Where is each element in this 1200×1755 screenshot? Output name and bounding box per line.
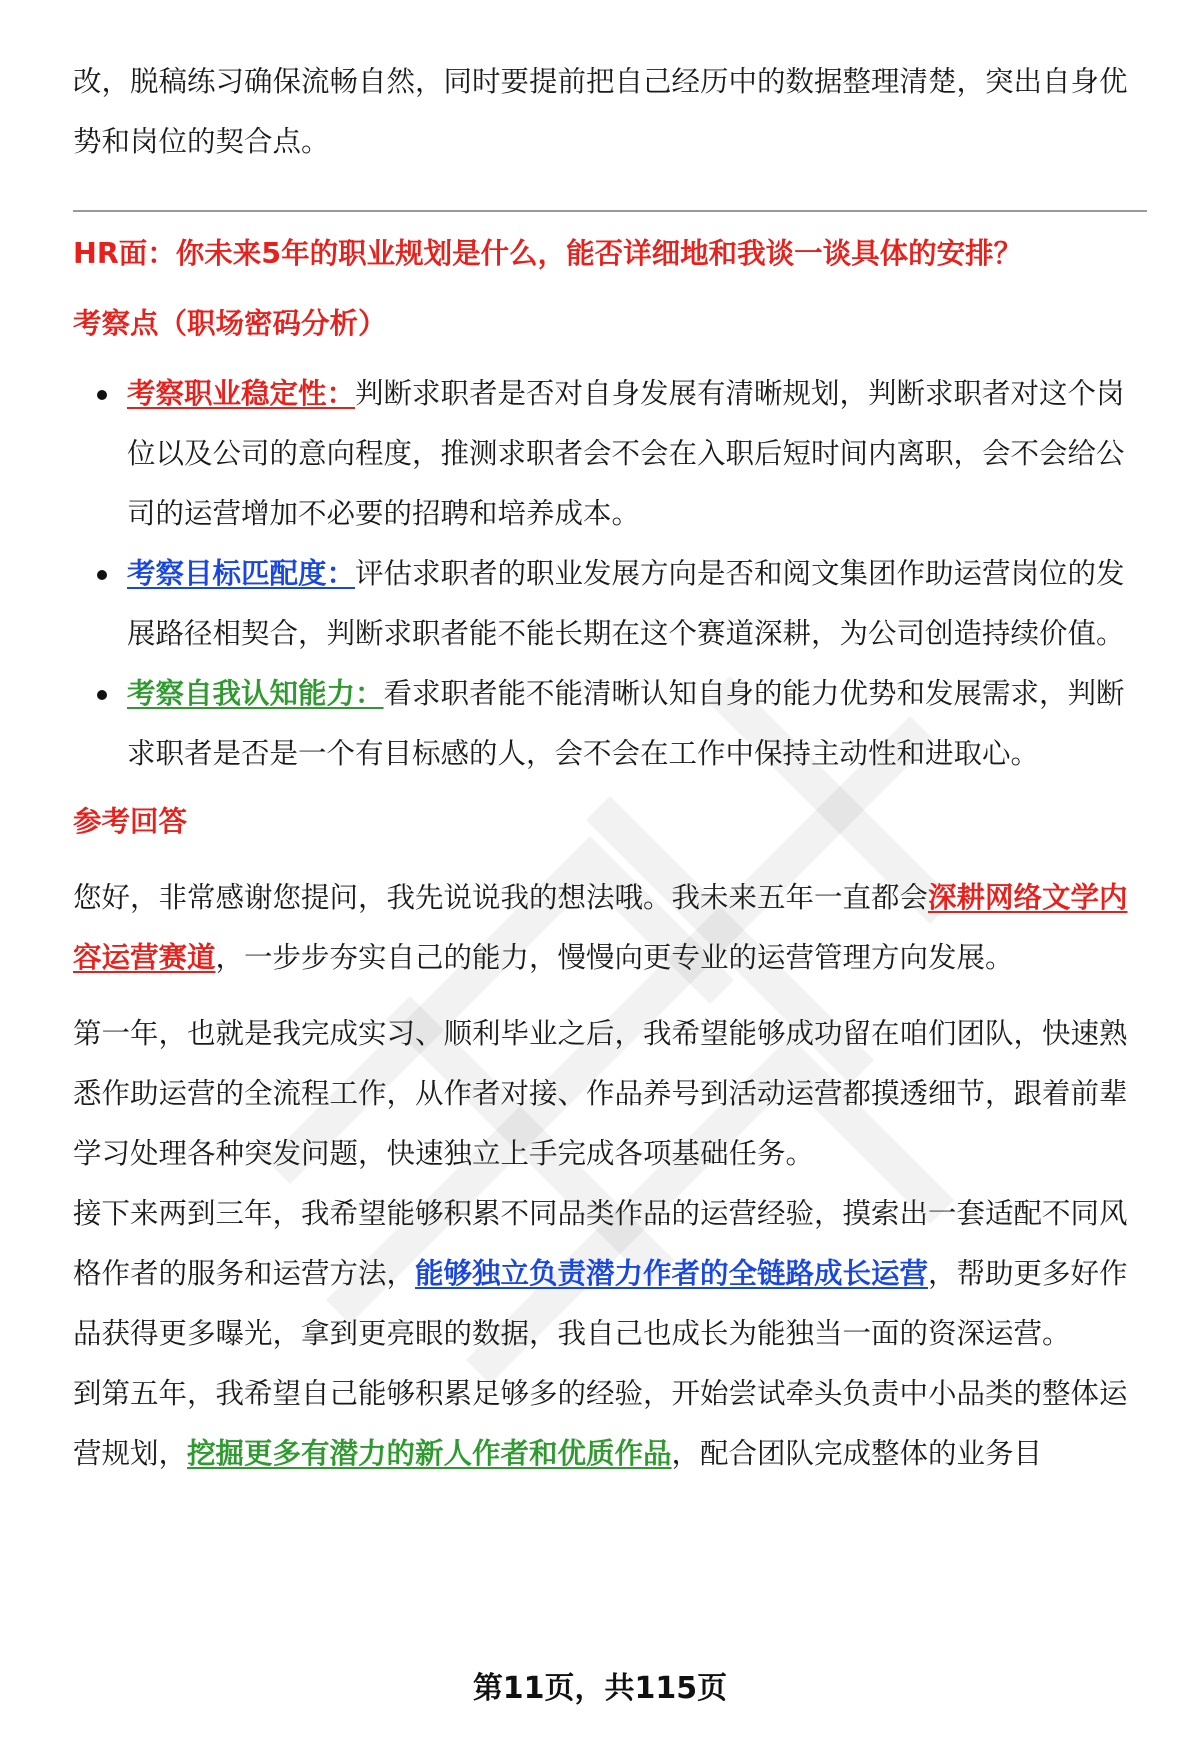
point-text: 判断求职者是否对自身发展有清晰规划，判断求职者对这个岗位以及公司的意向程度，推测求职者会不会在入职后短时间内离职，会不会给公司的运营增加不必要的招聘和培养成本。: [127, 377, 1125, 530]
answer-highlight: 挖掘更多有潜力的新人作者和优质作品: [187, 1437, 672, 1470]
answer-highlight: 深耕网络文学内容运营赛道: [73, 881, 1128, 974]
answer-paragraph: [73, 1364, 1145, 1484]
point-term: 考察自我认知能力：: [127, 677, 384, 710]
intro-paragraph: 改，脱稿练习确保流畅自然，同时要提前把自己经历中的数据整理清楚，突出自身优势和岗位的契合点。: [73, 65, 1128, 158]
point-text: 评估求职者的职业发展方向是否和阅文集团作助运营岗位的发展路径相契合，判断求职者能不能长期在这个赛道深耕，为公司创造持续价值。: [127, 557, 1125, 650]
kaocha-heading: 考察点（职场密码分析）: [73, 307, 387, 340]
point-text: 看求职者能不能清晰认知自身的能力优势和发展需求，判断求职者是否是一个有目标感的人，会不会在工作中保持主动性和进取心。: [127, 677, 1125, 770]
question-heading: HR面：你未来5年的职业规划是什么，能否详细地和我谈一谈具体的安排？: [73, 237, 1023, 270]
section-divider: [73, 210, 1147, 212]
answer-text: 接下来两到三年，我希望能够积累不同品类作品的运营经验，摸索出一套适配不同风格作者的服务和运营方法，: [73, 1197, 1128, 1290]
answer-text: ，帮助更多好作品获得更多曝光，拿到更亮眼的数据，我自己也成长为能独当一面的资深运营。: [73, 1257, 1128, 1350]
answer-text: ，一步步夯实自己的能力，慢慢向更专业的运营管理方向发展。: [215, 941, 1014, 974]
reference-heading: 参考回答: [73, 805, 188, 838]
answer-text: 您好，非常感谢您提问，我先说说我的想法哦。我未来五年一直都会: [73, 881, 929, 914]
bullet-icon: [97, 690, 107, 700]
point-item: [73, 544, 1145, 664]
point-item: [73, 664, 1145, 784]
answer-highlight: 能够独立负责潜力作者的全链路成长运营: [415, 1257, 929, 1290]
point-term: 考察目标匹配度：: [127, 557, 356, 590]
page-number: 第11页，共115页: [472, 1671, 728, 1706]
answer-text: ，配合团队完成整体的业务目: [671, 1437, 1043, 1470]
answer-paragraph: [73, 868, 1145, 988]
point-term: 考察职业稳定性：: [127, 377, 356, 410]
point-list: [73, 364, 1145, 784]
answer-paragraph: 第一年，也就是我完成实习、顺利毕业之后，我希望能够成功留在咱们团队，快速熟悉作助运营的全流程工作，从作者对接、作品养号到活动运营都摸透细节，跟着前辈学习处理各种突发问题，快速独立上手完成各项基础任务。: [73, 1017, 1128, 1170]
answer-paragraph: [73, 1184, 1145, 1364]
point-item: [73, 364, 1145, 544]
bullet-icon: [97, 390, 107, 400]
bullet-icon: [97, 570, 107, 580]
page-content: [73, 52, 1145, 1484]
answer-text: 到第五年，我希望自己能够积累足够多的经验，开始尝试牵头负责中小品类的整体运营规划，: [73, 1377, 1128, 1470]
